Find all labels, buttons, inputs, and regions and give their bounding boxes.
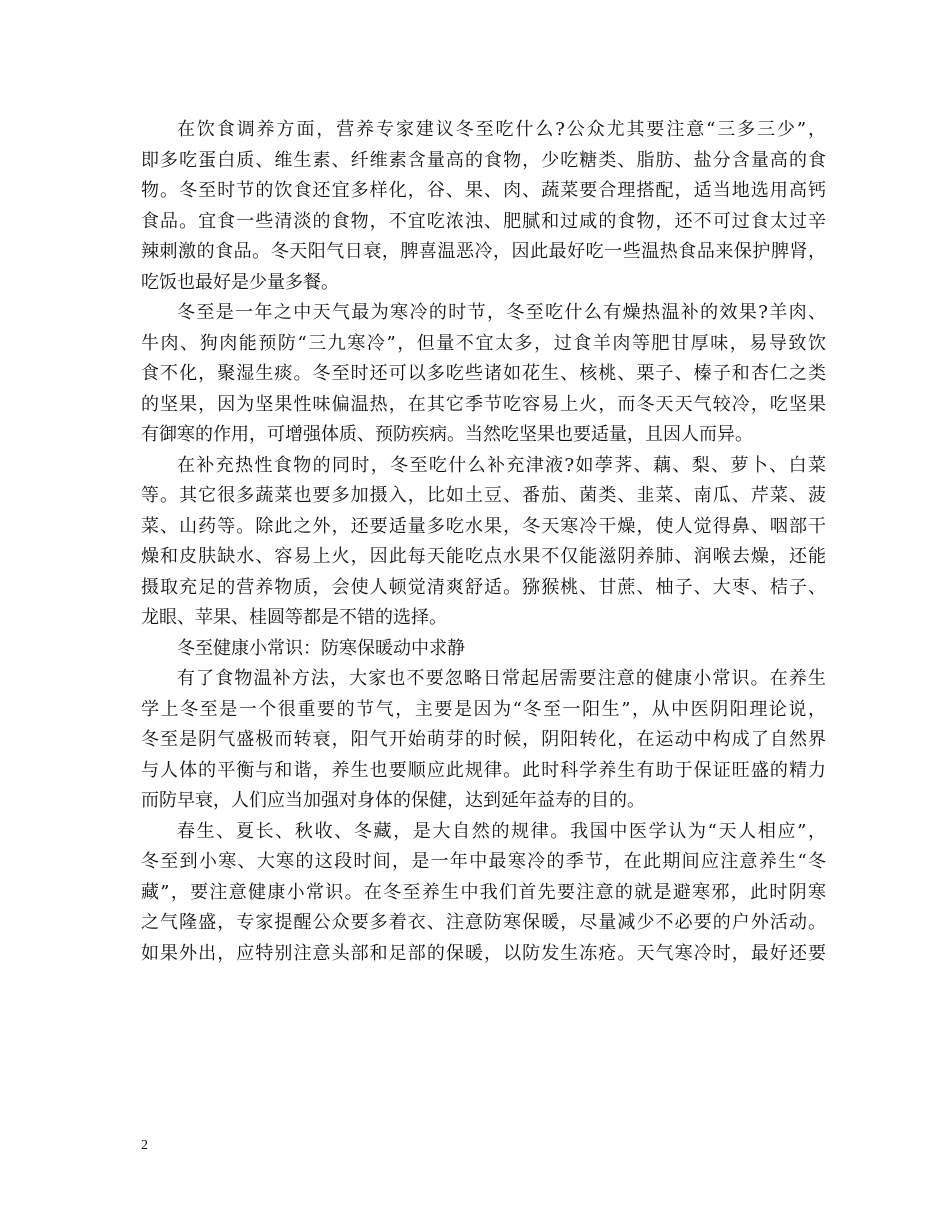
text-line: 吃饭也最好是少量多餐。 [141, 271, 339, 293]
text-line: 辣刺激的食品。冬天阳气日衰，脾喜温恶冷，因此最好吃一些温热食品来保护脾肾， [141, 241, 826, 262]
text-line: 春生、夏长、秋收、冬藏，是大自然的规律。我国中医学认为“天人相应”， [177, 820, 826, 842]
text-line: 冬至健康小常识：防寒保暖动中求静 [177, 637, 465, 659]
paragraph [141, 451, 826, 634]
paragraph [141, 664, 826, 817]
text-line: 在补充热性食物的同时，冬至吃什么补充津液?如荸荠、藕、梨、萝卜、白菜 [177, 454, 826, 476]
text-line: 牛肉、狗肉能预防“三九寒冷”，但量不宜太多，过食羊肉等肥甘厚味，易导致饮 [141, 332, 826, 354]
document-body [141, 115, 826, 969]
text-line: 在饮食调养方面，营养专家建议冬至吃什么?公众尤其要注意“三多三少”， [177, 119, 826, 140]
text-line: 菜、山药等。除此之外，还要适量多吃水果，冬天寒冷干燥，使人觉得鼻、咽部干 [141, 515, 826, 537]
paragraph [141, 817, 826, 970]
page-number: 2 [141, 1138, 148, 1153]
text-line: 冬至是阴气盛极而转衰，阳气开始萌芽的时候，阴阳转化，在运动中构成了自然界 [141, 729, 826, 750]
text-line: 之气隆盛，专家提醒公众要多着衣、注意防寒保暖，尽量减少不必要的户外活动。 [141, 912, 826, 933]
text-line: 的坚果，因为坚果性味偏温热，在其它季节吃容易上火，而冬天天气较冷，吃坚果 [141, 393, 826, 415]
text-line: 有御寒的作用，可增强体质、预防疾病。当然吃坚果也要适量，且因人而异。 [141, 424, 753, 445]
text-line: 即多吃蛋白质、维生素、纤维素含量高的食物，少吃糖类、脂肪、盐分含量高的食 [141, 149, 826, 171]
paragraph [141, 115, 826, 298]
text-line: 如果外出，应特别注意头部和足部的保暖，以防发生冻疮。天气寒冷时，最好还要 [141, 942, 826, 964]
text-line: 摄取充足的营养物质，会使人顿觉清爽舒适。猕猴桃、甘蔗、柚子、大枣、桔子、 [141, 576, 826, 598]
text-line: 等。其它很多蔬菜也要多加摄入，比如土豆、番茄、菌类、韭菜、南瓜、芹菜、菠 [141, 485, 826, 506]
text-line: 龙眼、苹果、桂圆等都是不错的选择。 [141, 607, 447, 628]
text-line: 食品。宜食一些清淡的食物，不宜吃浓浊、肥腻和过咸的食物，还不可过食太过辛 [141, 210, 826, 232]
text-line: 而防早衰，人们应当加强对身体的保健，达到延年益寿的目的。 [141, 790, 645, 811]
text-line: 燥和皮肤缺水、容易上火，因此每天能吃点水果不仅能滋阴养肺、润喉去燥，还能 [141, 546, 826, 567]
text-line: 食不化，聚湿生痰。冬至时还可以多吃些诸如花生、核桃、栗子、榛子和杏仁之类 [141, 363, 826, 384]
text-line: 学上冬至是一个很重要的节气，主要是因为“冬至一阳生”，从中医阴阳理论说， [141, 698, 826, 720]
text-line: 藏”，要注意健康小常识。在冬至养生中我们首先要注意的就是避寒邪，此时阴寒 [141, 881, 826, 903]
text-line: 冬至是一年之中天气最为寒冷的时节，冬至吃什么有燥热温补的效果?羊肉、 [177, 302, 826, 323]
text-line: 物。冬至时节的饮食还宜多样化，谷、果、肉、蔬菜要合理搭配，适当地选用高钙 [141, 180, 826, 201]
text-line: 有了食物温补方法，大家也不要忽略日常起居需要注意的健康小常识。在养生 [177, 668, 826, 689]
text-line: 冬至到小寒、大寒的这段时间，是一年中最寒冷的季节，在此期间应注意养生“冬 [141, 851, 826, 872]
section-heading [141, 634, 826, 665]
paragraph [141, 298, 826, 451]
text-line: 与人体的平衡与和谐，养生也要顺应此规律。此时科学养生有助于保证旺盛的精力 [141, 759, 826, 781]
